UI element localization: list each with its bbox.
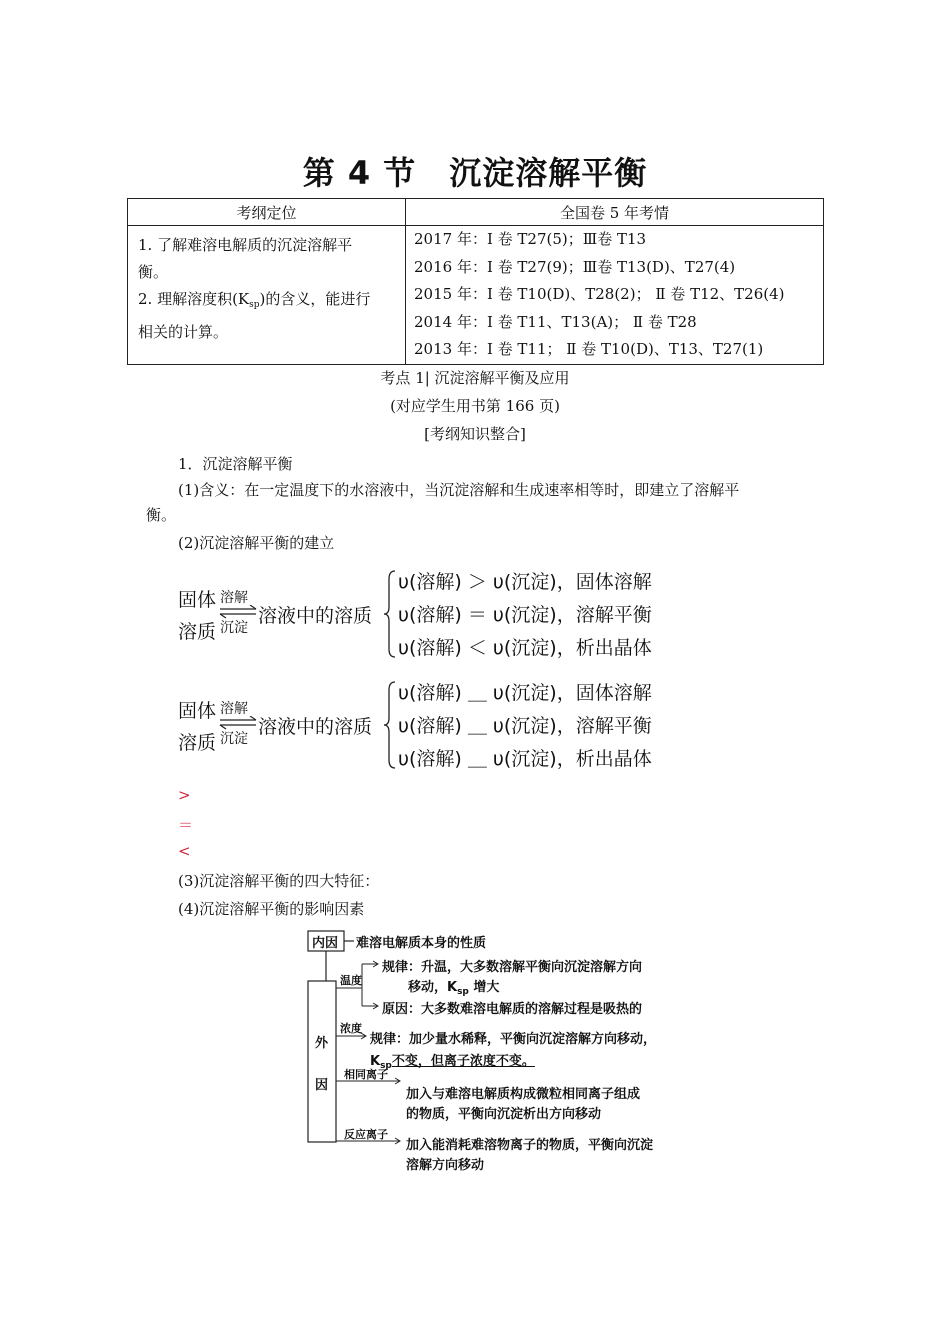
same-ion-text: 加入与难溶电解质构成微粒相同离子组成 (406, 1087, 641, 1102)
syllabus-line: 2. 理解溶度积$(K_{sp})$的含义，能进行 (138, 290, 371, 310)
paragraph-definition-cont: 衡。 (146, 506, 177, 524)
factors-diagram (300, 928, 690, 1178)
exam-year-row: 2016 年：Ⅰ 卷 T27(9)；Ⅲ卷 T13(D)、T27(4) (414, 257, 736, 276)
syllabus-line: 1. 了解难溶电解质的沉淀溶解平 (138, 236, 353, 254)
concentration-label: 浓度 (340, 1022, 362, 1035)
exam-year-row: 2013 年：Ⅰ 卷 T11； Ⅱ 卷 T10(D)、T13、T27(1) (414, 340, 764, 358)
same-ion-label: 相同离子 (344, 1068, 388, 1081)
syllabus-cell (128, 226, 406, 365)
ion-label: 溶液中的溶质 (258, 716, 373, 738)
precipitate-label: 沉淀 (220, 620, 248, 636)
rate-row: υ(溶解) ＜ υ(沉淀)，析出晶体 (398, 637, 652, 659)
ion-label: 溶液中的溶质 (258, 605, 373, 627)
solute-label: 溶质 (178, 621, 217, 643)
exam-outline-table (127, 198, 824, 365)
solute-label: 溶质 (178, 732, 217, 754)
outer-factor-label: 因 (315, 1078, 329, 1093)
dissolve-label: 溶解 (220, 590, 248, 606)
temperature-rule-cont: 移动，$K_{sp}$ 增大 (408, 980, 500, 997)
reacting-ion-text: 加入能消耗难溶物离子的物质，平衡向沉淀 (406, 1138, 654, 1153)
answer-less: < (178, 842, 191, 860)
brace-icon (383, 680, 397, 770)
equilibrium-diagram-blank (178, 676, 698, 776)
book-reference: (对应学生用书第 166 页) (390, 397, 560, 415)
equilibrium-diagram-filled (178, 565, 698, 665)
temperature-reason: 原因：大多数难溶电解质的溶解过程是吸热的 (382, 1002, 643, 1017)
table-header-right: 全国卷 5 年考情 (406, 199, 824, 226)
reacting-ion-label: 反应离子 (344, 1128, 388, 1141)
exam-history-cell (406, 226, 824, 365)
concentration-rule: 规律：加少量水稀释，平衡向沉淀溶解方向移动， (370, 1032, 657, 1047)
rate-row-blank: υ(溶解) ＿ υ(沉淀)，溶解平衡 (398, 715, 652, 737)
section-tag: [考纲知识整合] (424, 425, 526, 443)
syllabus-line: 衡。 (138, 263, 169, 281)
solid-label: 固体 (178, 700, 217, 722)
paragraph-definition: (1)含义：在一定温度下的水溶液中，当沉淀溶解和生成速率相等时，即建立了溶解平 (178, 481, 740, 499)
precipitate-label: 沉淀 (220, 731, 248, 747)
concentration-rule-cont: $K_{sp}$不变，但离子浓度不变。 (370, 1054, 535, 1071)
outer-factor-label: 外 (315, 1036, 329, 1051)
exam-year-row: 2015 年：Ⅰ 卷 T10(D)、T28(2)； Ⅱ 卷 T12、T26(4) (414, 285, 785, 303)
temperature-rule: 规律：升温，大多数溶解平衡向沉淀溶解方向 (382, 960, 643, 975)
inner-factor-text: 难溶电解质本身的性质 (356, 936, 487, 951)
page-title: 第 4 节 沉淀溶解平衡 (302, 154, 648, 192)
dissolve-label: 溶解 (220, 701, 248, 717)
exam-year-row: 2014 年：Ⅰ 卷 T11、T13(A)； Ⅱ 卷 T28 (414, 312, 697, 331)
inner-factor-label: 内因 (312, 936, 339, 951)
table-header-left: 考纲定位 (128, 199, 406, 226)
equilibrium-arrows-icon (218, 716, 258, 730)
exam-year-row: 2017 年：Ⅰ 卷 T27(5)；Ⅲ卷 T13 (414, 230, 647, 248)
temperature-label: 温度 (340, 974, 362, 987)
equilibrium-arrows-icon (218, 605, 258, 619)
rate-row-blank: υ(溶解) ＿ υ(沉淀)，固体溶解 (398, 682, 652, 704)
answer-equal: ＝ (178, 816, 194, 834)
topic-heading: 考点 1| 沉淀溶解平衡及应用 (380, 369, 570, 387)
answer-greater: > (178, 786, 191, 804)
rate-row: υ(溶解) ＝ υ(沉淀)，溶解平衡 (398, 604, 652, 626)
same-ion-text-cont: 的物质，平衡向沉淀析出方向移动 (406, 1107, 602, 1122)
paragraph-features: (3)沉淀溶解平衡的四大特征： (178, 872, 380, 890)
reacting-ion-text-cont: 溶解方向移动 (406, 1158, 485, 1173)
rate-row-blank: υ(溶解) ＿ υ(沉淀)，析出晶体 (398, 748, 652, 770)
rate-row: υ(溶解) ＞ υ(沉淀)，固体溶解 (398, 571, 652, 593)
heading-1: 1．沉淀溶解平衡 (178, 455, 293, 473)
solid-label: 固体 (178, 589, 217, 611)
syllabus-line: 相关的计算。 (138, 323, 229, 341)
paragraph-establish: (2)沉淀溶解平衡的建立 (178, 534, 335, 552)
paragraph-factors: (4)沉淀溶解平衡的影响因素 (178, 900, 365, 918)
brace-icon (383, 569, 397, 659)
